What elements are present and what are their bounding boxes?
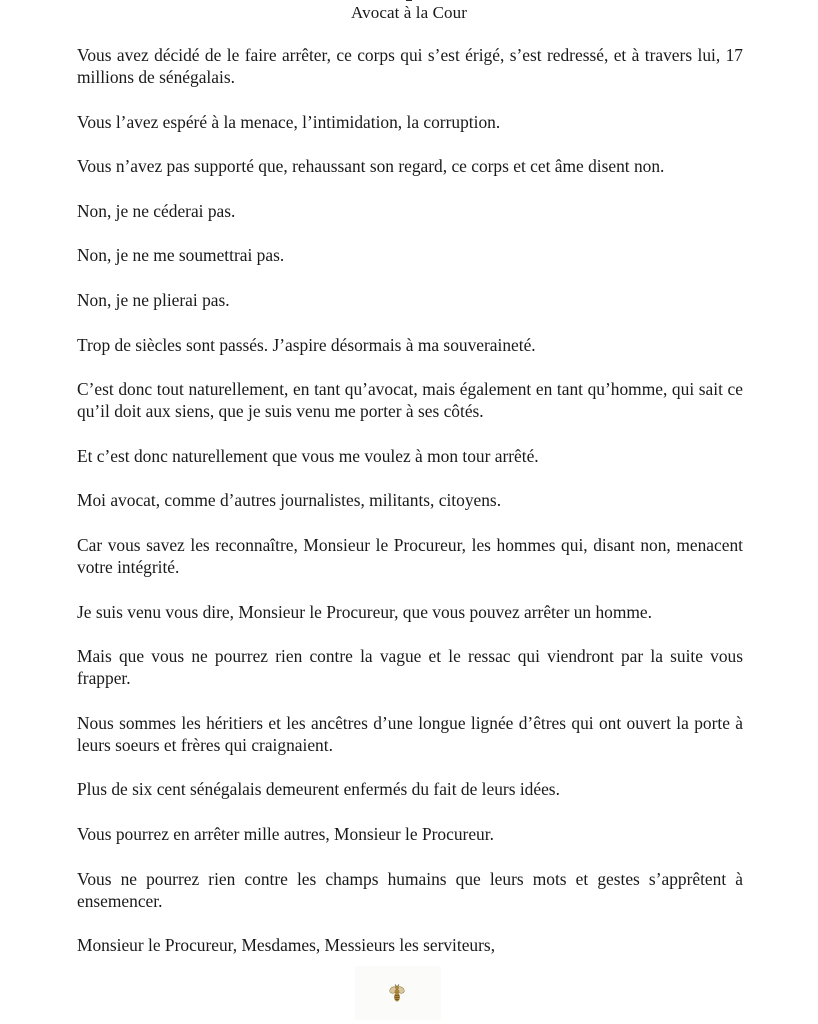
paragraph-7: Trop de siècles sont passés. J’aspire désormais à ma souveraineté. [77, 334, 536, 355]
paragraph-1: Vous avez décidé de le faire arrêter, ce corps qui s’est érigé, s’est redressé, et à travers lui, 17 millions de sénégalais. [77, 45, 743, 87]
paragraph-16: Vous pourrez en arrêter mille autres, Monsieur le Procureur. [77, 823, 494, 844]
footer-emblem [355, 966, 441, 1020]
paragraph-6: Non, je ne plierai pas. [77, 289, 230, 310]
paragraph-3: Vous n’avez pas supporté que, rehaussant son regard, ce corps et cet âme disent non. [77, 156, 665, 177]
document-subtitle: Avocat à la Cour [351, 3, 467, 22]
paragraph-5: Non, je ne me soumettrai pas. [77, 245, 285, 266]
paragraph-12: Je suis venu vous dire, Monsieur le Procureur, que vous pouvez arrêter un homme. [77, 601, 652, 622]
paragraph-13: Mais que vous ne pourrez rien contre la vague et le ressac qui viendront par la suite vous frapper. [77, 646, 743, 689]
paragraph-9: Et c’est donc naturellement que vous me voulez à mon tour arrêté. [77, 445, 539, 466]
paragraph-14: Nous sommes les héritiers et les ancêtres d’une longue lignée d’êtres qui ont ouvert la porte à leurs soeurs et frères qui craignaient. [77, 712, 743, 755]
heading-glyph-fragment [406, 0, 412, 1]
paragraph-4: Non, je ne céderai pas. [77, 200, 236, 221]
document-body [77, 44, 743, 979]
paragraph-8: C’est donc tout naturellement, en tant qu’avocat, mais également en tant qu’homme, qui sait ce qu’il doit aux siens, que je suis venu me porter à ses côtés. [77, 379, 743, 422]
bee-icon [385, 981, 409, 1005]
paragraph-15: Plus de six cent sénégalais demeurent enfermés du fait de leurs idées. [77, 779, 560, 800]
paragraph-17: Vous ne pourrez rien contre les champs humains que leurs mots et gestes s’apprêtent à ensemencer. [77, 868, 743, 911]
paragraph-18: Monsieur le Procureur, Mesdames, Messieurs les serviteurs, [77, 935, 496, 956]
paragraph-10: Moi avocat, comme d’autres journalistes, militants, citoyens. [77, 490, 502, 511]
paragraph-11: Car vous savez les reconnaître, Monsieur le Procureur, les hommes qui, disant non, menacent votre intégrité. [77, 534, 743, 577]
clipped-heading-remnant [0, 0, 818, 1]
paragraph-2: Vous l’avez espéré à la menace, l’intimidation, la corruption. [77, 111, 501, 132]
